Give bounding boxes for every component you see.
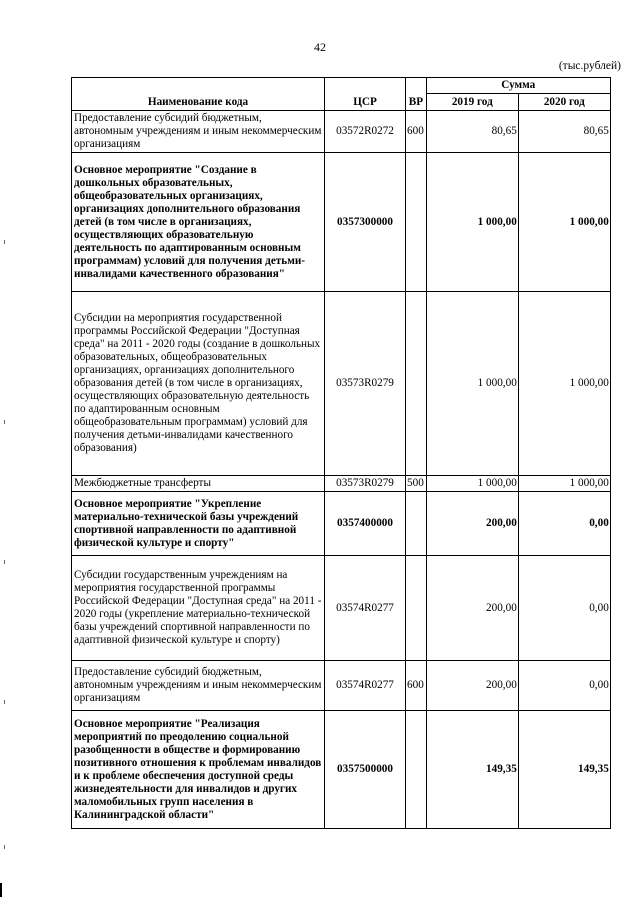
table-row bbox=[72, 292, 611, 476]
row-csr: 03574R0277 bbox=[325, 661, 406, 711]
row-csr: 03573R0279 bbox=[325, 476, 406, 492]
row-vr: 600 bbox=[406, 661, 427, 711]
row-vr: 500 bbox=[406, 476, 427, 492]
row-csr: 0357500000 bbox=[325, 711, 406, 829]
row-sum-2019: 1 000,00 bbox=[426, 476, 518, 492]
row-sum-2020: 1 000,00 bbox=[518, 476, 610, 492]
row-sum-2020: 0,00 bbox=[518, 556, 610, 661]
row-sum-2019: 200,00 bbox=[426, 556, 518, 661]
row-sum-2020: 1 000,00 bbox=[518, 292, 610, 476]
row-vr: 600 bbox=[406, 111, 427, 153]
row-vr bbox=[406, 556, 427, 661]
table-row bbox=[72, 476, 611, 492]
row-sum-2020: 149,35 bbox=[518, 711, 610, 829]
row-sum-2019: 80,65 bbox=[426, 111, 518, 153]
row-name: Основное мероприятие "Создание в дошкольных образовательных, общеобразовательных организациях, организациях дополнительного образования детей (в том числе в организациях, осуществляющих образовательную деятельность по адаптированным основным программам) условий для получения детьми-инвалидами качественного образования" bbox=[72, 153, 325, 292]
row-csr: 0357400000 bbox=[325, 492, 406, 556]
row-csr: 03572R0272 bbox=[325, 111, 406, 153]
row-name: Субсидии на мероприятия государственной программы Российской Федерации "Доступная среда" на 2011 - 2020 годы (создание в дошкольных образовательных, общеобразовательных организациях, организациях дополнительного образования детей (в том числе в организациях, осуществляющих образовательную деятельность по адаптированным основным общеобразовательным программам) условий для получения детьми-инвалидами качественного образования) bbox=[72, 292, 325, 476]
row-vr bbox=[406, 711, 427, 829]
row-name: Основное мероприятие "Укрепление материально-технической базы учреждений спортивной направленности по адаптивной физической культуре и спорту" bbox=[72, 492, 325, 556]
row-vr bbox=[406, 492, 427, 556]
table-row bbox=[72, 556, 611, 661]
row-name: Предоставление субсидий бюджетным, автономным учреждениям и иным некоммерческим организациям bbox=[72, 661, 325, 711]
row-name: Субсидии государственным учреждениям на мероприятия государственной программы Российской Федерации "Доступная среда" на 2011 - 2020 годы (укрепление материально-технической базы учреждений спортивной направленности по адаптивной физической культуре и спорту) bbox=[72, 556, 325, 661]
row-sum-2020: 0,00 bbox=[518, 661, 610, 711]
row-name: Основное мероприятие "Реализация мероприятий по преодолению социальной разобщенности в обществе и формированию позитивного отношения к проблемам инвалидов и к проблеме обеспечения доступной среды жизнедеятельности для инвалидов и других маломобильных групп населения в Калининградской области" bbox=[72, 711, 325, 829]
row-sum-2019: 1 000,00 bbox=[426, 292, 518, 476]
row-name: Предоставление субсидий бюджетным, автономным учреждениям и иным некоммерческим организациям bbox=[72, 111, 325, 153]
header-vr: ВР bbox=[406, 78, 427, 111]
row-sum-2019: 1 000,00 bbox=[426, 153, 518, 292]
table-row bbox=[72, 711, 611, 829]
table-row bbox=[72, 153, 611, 292]
table-row bbox=[72, 492, 611, 556]
row-sum-2019: 149,35 bbox=[426, 711, 518, 829]
row-csr: 0357300000 bbox=[325, 153, 406, 292]
row-sum-2019: 200,00 bbox=[426, 492, 518, 556]
corner-mark bbox=[0, 883, 2, 897]
table-row bbox=[72, 111, 611, 153]
row-sum-2019: 200,00 bbox=[426, 661, 518, 711]
budget-table bbox=[71, 77, 611, 829]
row-csr: 03573R0279 bbox=[325, 292, 406, 476]
header-year-2019: 2019 год bbox=[426, 94, 518, 111]
row-sum-2020: 80,65 bbox=[518, 111, 610, 153]
header-csr: ЦСР bbox=[325, 78, 406, 111]
table-body bbox=[72, 111, 611, 829]
page-number: 42 bbox=[314, 40, 326, 54]
table-row bbox=[72, 661, 611, 711]
row-vr bbox=[406, 292, 427, 476]
header-sum: Сумма bbox=[426, 78, 610, 94]
header-name: Наименование кода bbox=[72, 78, 325, 111]
row-sum-2020: 1 000,00 bbox=[518, 153, 610, 292]
margin-marks bbox=[1, 0, 9, 905]
row-sum-2020: 0,00 bbox=[518, 492, 610, 556]
units-note: (тыс.рублей) bbox=[558, 60, 621, 72]
header-year-2020: 2020 год bbox=[518, 94, 610, 111]
row-vr bbox=[406, 153, 427, 292]
row-name: Межбюджетные трансферты bbox=[72, 476, 325, 492]
row-csr: 03574R0277 bbox=[325, 556, 406, 661]
